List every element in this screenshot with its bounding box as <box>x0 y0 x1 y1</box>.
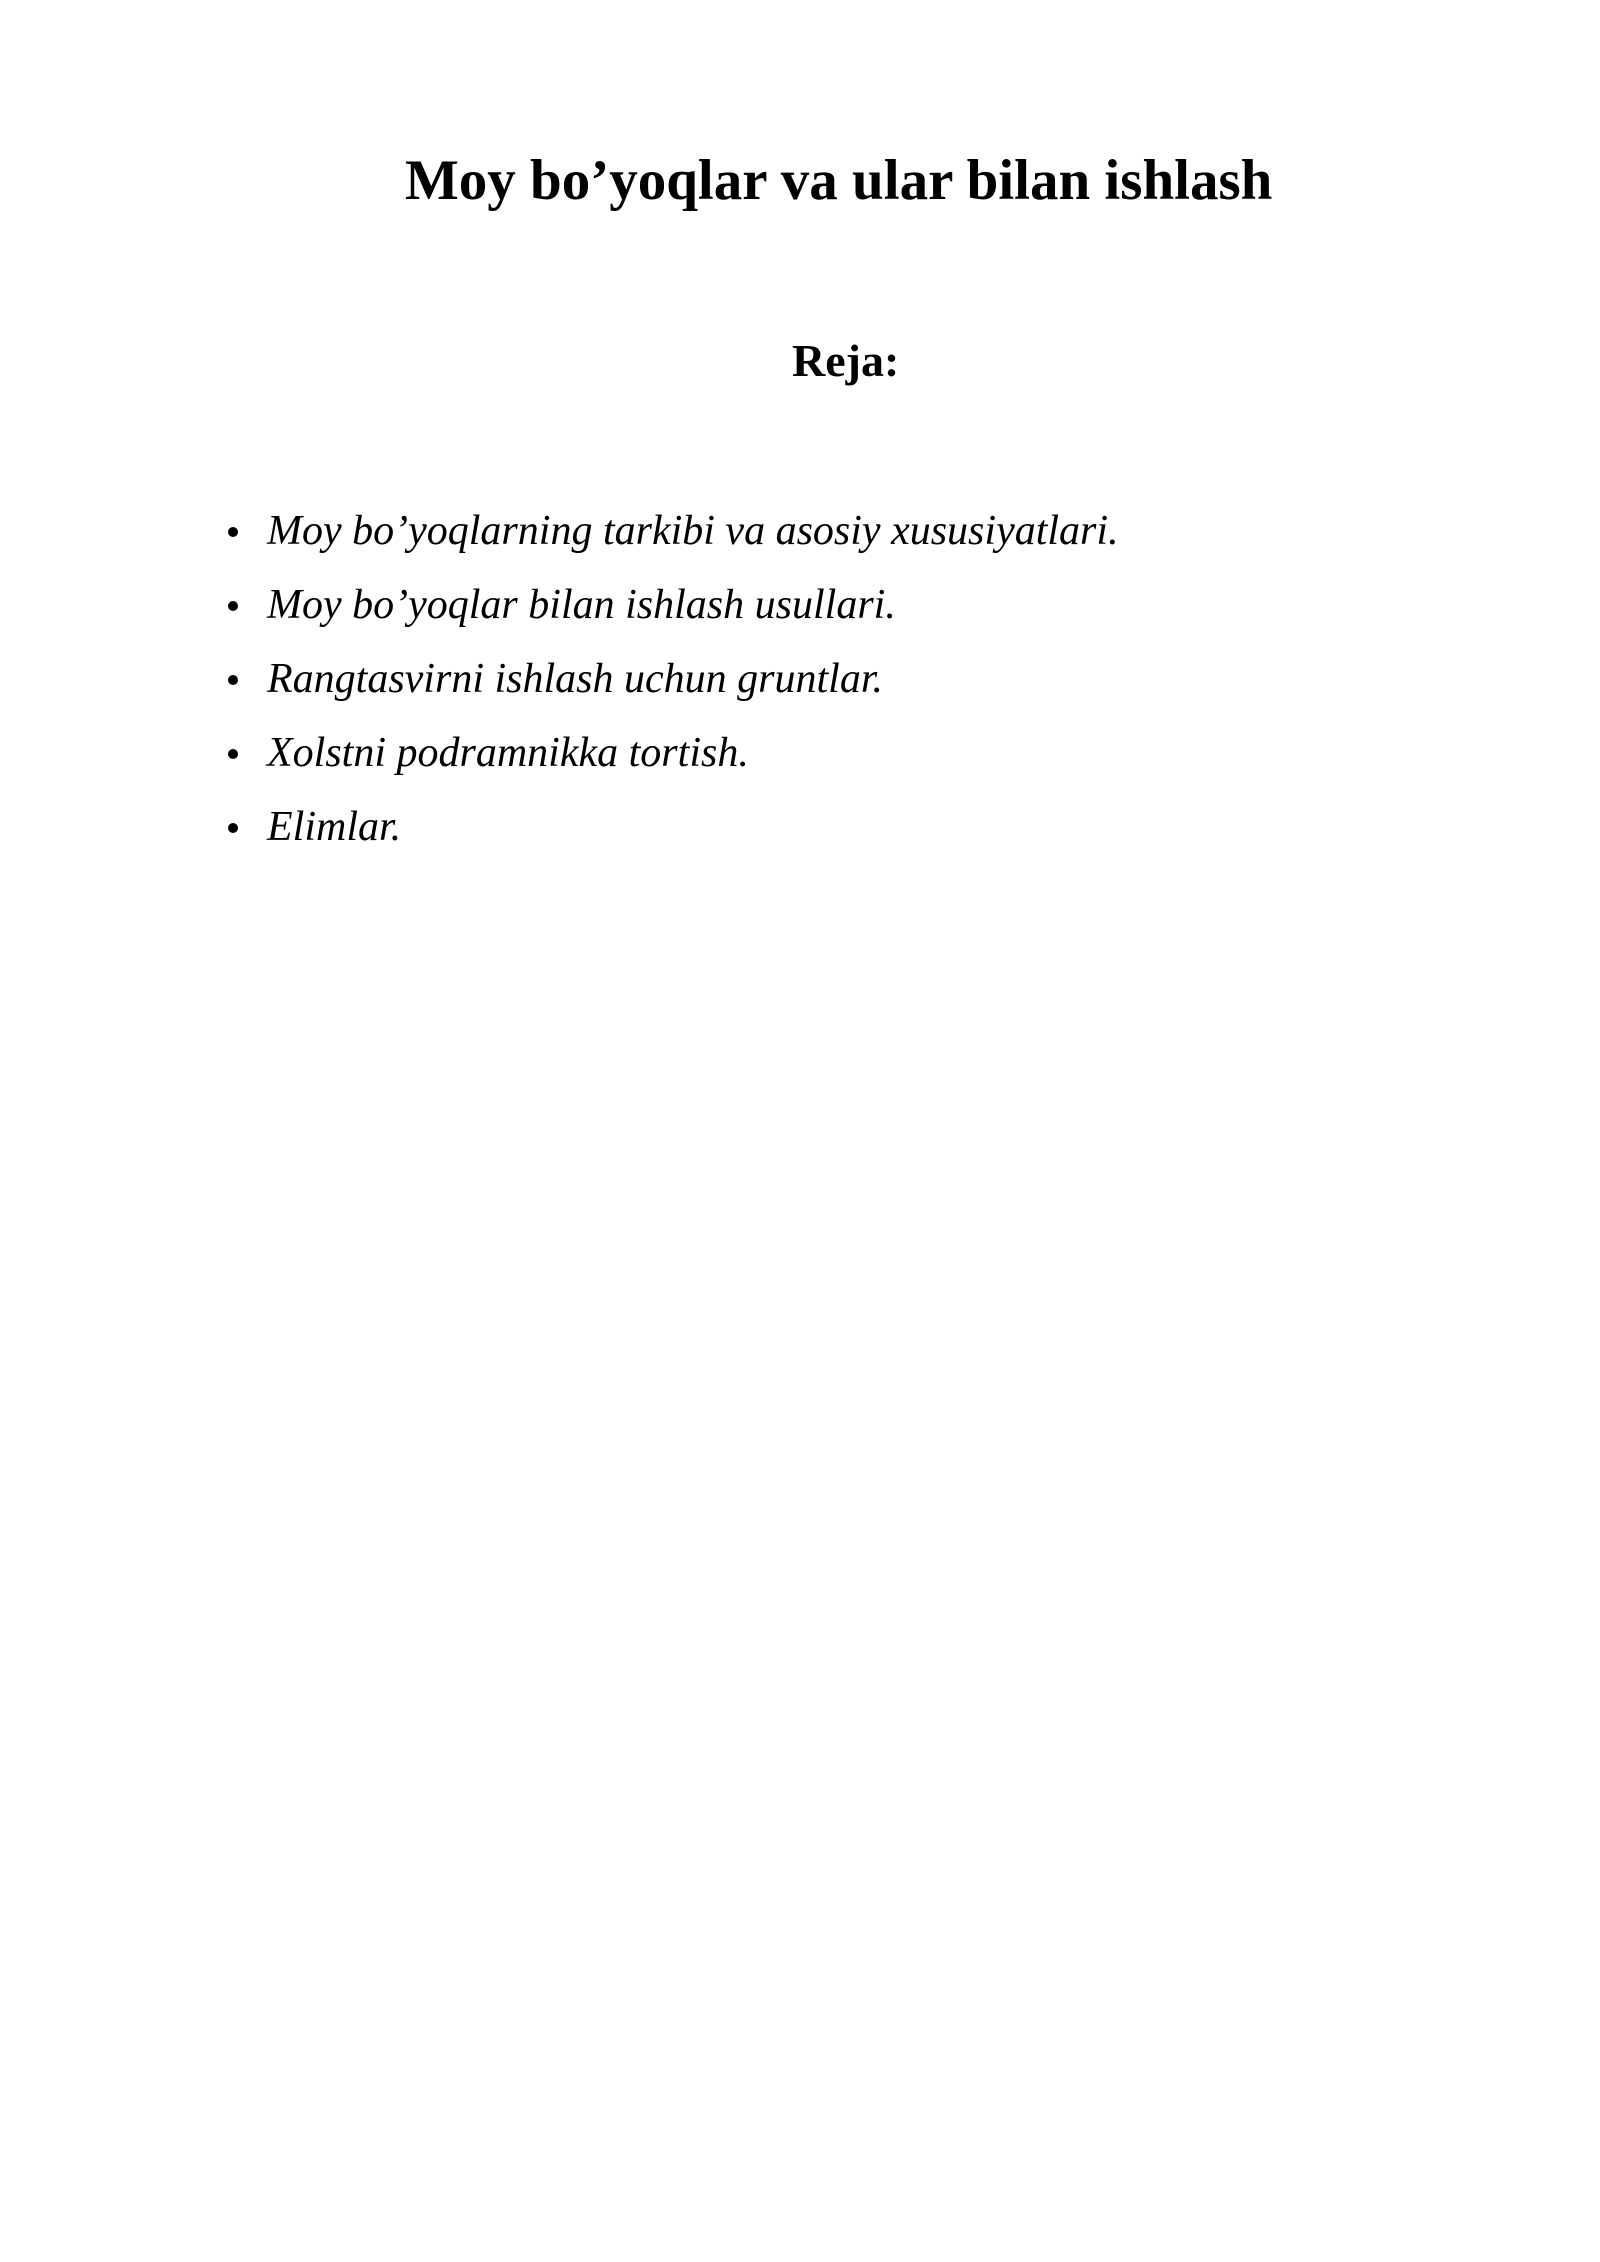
bullet-icon <box>228 527 238 537</box>
plan-item-text: Xolstni podramnikka tortish. <box>267 730 749 776</box>
plan-item-text: Moy bo’yoqlar bilan ishlash usullari. <box>267 582 896 628</box>
bullet-icon <box>228 675 238 685</box>
document-title: Moy bo’yoqlar va ular bilan ishlash <box>405 149 1273 212</box>
bullet-icon <box>228 823 238 833</box>
plan-item-text: Elimlar. <box>267 804 402 850</box>
plan-item-text: Moy bo’yoqlarning tarkibi va asosiy xususiyatlari. <box>267 508 1119 554</box>
bullet-icon <box>228 749 238 759</box>
plan-item-text: Rangtasvirni ishlash uchun gruntlar. <box>267 656 884 702</box>
bullet-icon <box>228 601 238 611</box>
plan-heading: Reja: <box>792 335 900 386</box>
